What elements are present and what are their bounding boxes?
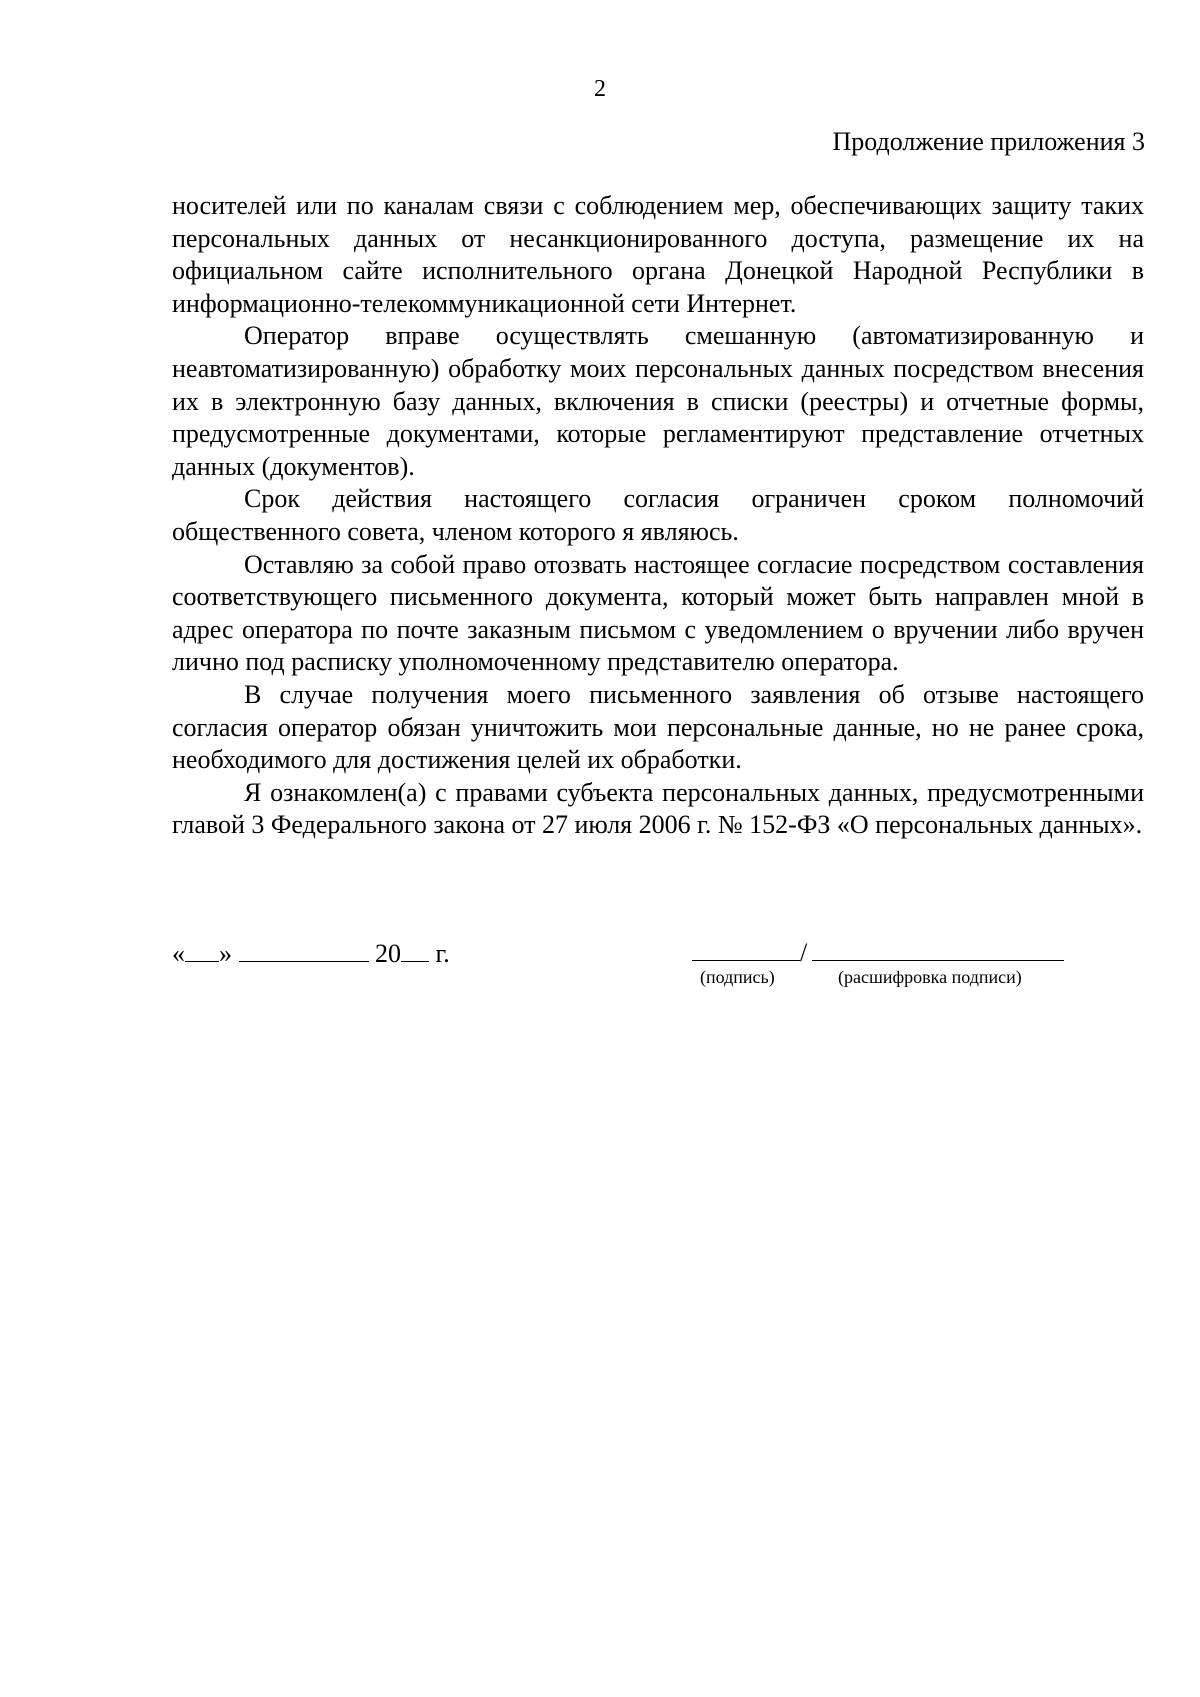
paragraph-withdrawal-right: Оставляю за собой право отозвать настоящее согласие посредством составления соответствующего письменного документа, который может быть направлен мной в адрес оператора по почте заказным письмом с уведомлением о вручении либо вручен лично под расписку уполномоченному представителю оператора. bbox=[172, 549, 1144, 677]
paragraph-processing-method: Оператор вправе осуществлять смешанную (автоматизированную и неавтоматизированную) обработку моих персональных данных посредством внесения их в электронную базу данных, включения в списки (реестры) и отчетные формы, предусмотренные документами, которые регламентируют представление отчетных данных (документов). bbox=[172, 321, 1144, 481]
paragraph-continuation: носителей или по каналам связи с соблюдением мер, обеспечивающих защиту таких персональных данных от несанкционированного доступа, размещение их на официальном сайте исполнительного органа Донецкой Народной Республики в информационно-телекоммуникационной сети Интернет. bbox=[172, 191, 1144, 318]
paragraph-data-destruction: В случае получения моего письменного заявления об отзыве настоящего согласия оператор обязан уничтожить мои персональные данные, но не ранее срока, необходимого для достижения целей их обработки. bbox=[172, 679, 1144, 775]
appendix-continuation-note: Продолжение приложения 3 bbox=[832, 127, 1145, 156]
signature-separator: / bbox=[800, 938, 808, 967]
date-open-quote: « bbox=[172, 939, 185, 968]
month-blank[interactable] bbox=[239, 939, 369, 962]
page-number: 2 bbox=[594, 76, 606, 102]
signature-caption: (подпись) bbox=[700, 967, 775, 987]
paragraph-acknowledgement: Я ознакомлен(а) с правами субъекта персональных данных, предусмотренными главой 3 Федерального закона от 27 июля 2006 г. № 152-ФЗ «О персональных данных». bbox=[172, 777, 1144, 840]
year-prefix: 20 bbox=[375, 939, 401, 968]
date-field bbox=[172, 938, 450, 970]
date-close-quote: » bbox=[219, 939, 232, 968]
year-suffix: г. bbox=[435, 939, 450, 968]
year-blank[interactable] bbox=[401, 939, 429, 962]
signature-decoding-line[interactable] bbox=[812, 960, 1064, 961]
paragraph-consent-term: Срок действия настоящего согласия ограничен сроком полномочий общественного совета, членом которого я являюсь. bbox=[172, 484, 1144, 546]
document-body bbox=[172, 190, 1144, 842]
day-blank[interactable] bbox=[185, 939, 219, 962]
signature-decoding-caption: (расшифровка подписи) bbox=[838, 967, 1022, 987]
signature-line[interactable] bbox=[692, 960, 800, 961]
